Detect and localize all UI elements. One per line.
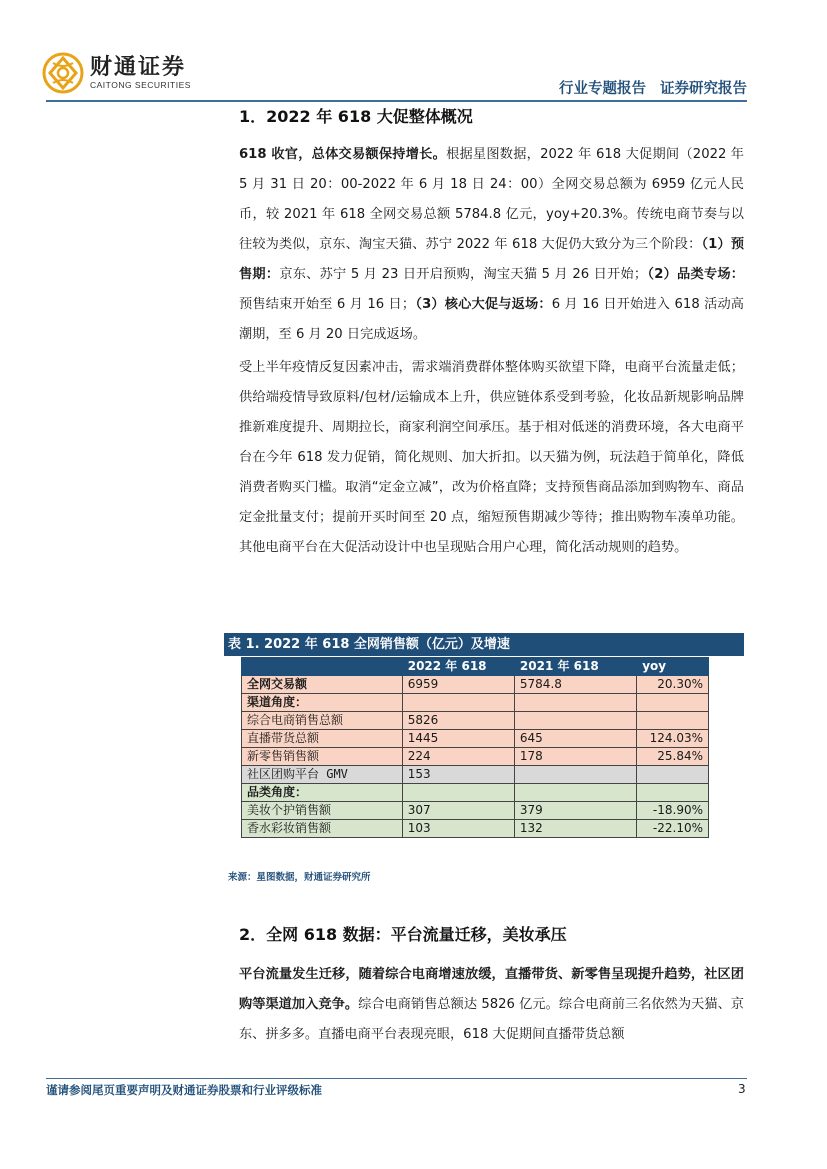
cell-2021: 132 — [514, 820, 636, 838]
table-row — [242, 676, 709, 694]
cell-yoy: 124.03% — [637, 730, 709, 748]
cell-yoy: 25.84% — [637, 748, 709, 766]
cell-2022 — [402, 694, 514, 712]
cell-2022: 307 — [402, 802, 514, 820]
research-report-tag: 证券研究报告 — [660, 81, 747, 97]
header-cell-empty — [242, 658, 403, 676]
p1-core-label: （3）核心大促与返场： — [415, 297, 552, 312]
row-label: 美妆个护销售额 — [242, 802, 403, 820]
row-label: 全网交易额 — [242, 676, 403, 694]
report-type-tags — [559, 77, 747, 98]
header-cell-yoy: yoy — [637, 658, 709, 676]
table-row — [242, 766, 709, 784]
cell-2022: 5826 — [402, 712, 514, 730]
cell-2021: 645 — [514, 730, 636, 748]
table-source: 来源：星图数据，财通证券研究所 — [228, 872, 371, 883]
cell-2021 — [514, 766, 636, 784]
row-label: 综合电商销售总额 — [242, 712, 403, 730]
row-label: 品类角度： — [242, 784, 403, 802]
sales-table — [241, 657, 709, 838]
row-label: 直播带货总额 — [242, 730, 403, 748]
caitong-logo-icon — [42, 52, 84, 94]
table-row — [242, 712, 709, 730]
cell-2021 — [514, 694, 636, 712]
table-row — [242, 820, 709, 838]
table-row — [242, 802, 709, 820]
s2-text: 综合电商销售总额达 5826 亿元。综合电商前三名依然为天猫、京东、拼多多。直播电商平台表现亮眼，618 大促期间直播带货总额 — [239, 997, 744, 1042]
section1-paragraph1 — [239, 140, 744, 350]
cell-2021: 178 — [514, 748, 636, 766]
cell-2022: 1445 — [402, 730, 514, 748]
cell-2021 — [514, 712, 636, 730]
cell-yoy: -18.90% — [637, 802, 709, 820]
p1-text-c: 预售结束开始至 6 月 16 日； — [239, 297, 416, 312]
row-label: 渠道角度： — [242, 694, 403, 712]
cell-yoy: -22.10% — [637, 820, 709, 838]
header-cell-2022: 2022 年 618 — [402, 658, 514, 676]
p1-text-b: 京东、苏宁 5 月 23 日开启预购，淘宝天猫 5 月 26 日开始； — [279, 267, 648, 282]
table-row — [242, 730, 709, 748]
header-cell-2021: 2021 年 618 — [514, 658, 636, 676]
cell-2021 — [514, 784, 636, 802]
cell-2022: 6959 — [402, 676, 514, 694]
cell-2021: 5784.8 — [514, 676, 636, 694]
header-divider — [46, 100, 747, 102]
cell-yoy — [637, 694, 709, 712]
logo-chinese-name: 财通证券 — [90, 55, 187, 80]
p1-category-label: （2）品类专场： — [647, 267, 744, 282]
p1-presale-label: （1）预售期： — [239, 237, 745, 282]
cell-yoy — [637, 766, 709, 784]
row-label: 社区团购平台 GMV — [242, 766, 403, 784]
cell-yoy — [637, 712, 709, 730]
p1-lead-bold: 618 收官，总体交易额保持增长。 — [239, 147, 447, 162]
cell-2021: 379 — [514, 802, 636, 820]
footer-divider — [46, 1078, 747, 1079]
cell-2022 — [402, 784, 514, 802]
row-label: 香水彩妆销售额 — [242, 820, 403, 838]
s2-lead-bold: 平台流量发生迁移，随着综合电商增速放缓，直播带货、新零售呈现提升趋势，社区团购等渠道加入竞争。 — [239, 967, 744, 1012]
cell-2022: 224 — [402, 748, 514, 766]
cell-2022: 153 — [402, 766, 514, 784]
cell-2022: 103 — [402, 820, 514, 838]
industry-report-tag: 行业专题报告 — [559, 81, 646, 97]
p1-text-d: 6 月 16 日开始进入 618 活动高潮期，至 6 月 20 日完成返场。 — [239, 297, 744, 342]
section1-paragraph2: 受上半年疫情反复因素冲击，需求端消费群体整体购买欲望下降，电商平台流量走低；供给端疫情导致原料/包材/运输成本上升，供应链体系受到考验，化妆品新规影响品牌推新难度提升、周期拉长，商家利润空间承压。基于相对低迷的消费环境，各大电商平台在今年 618 发力促销，简化规则、加大折扣。以天猫为例，玩法趋于简单化，降低消费者购买门槛。取消“定金立减”，改为价格直降；支持预售商品添加到购物车、商品定金批量支付；提前开买时间至 20 点，缩短预售期减少等待；推出购物车凑单功能。其他电商平台在大促活动设计中也呈现贴合用户心理，简化活动规则的趋势。 — [239, 360, 744, 555]
cell-yoy: 20.30% — [637, 676, 709, 694]
footer-disclaimer: 谨请参阅尾页重要声明及财通证券股票和行业评级标准 — [46, 1083, 322, 1097]
table-row — [242, 748, 709, 766]
row-label: 新零售销售额 — [242, 748, 403, 766]
table-header-row — [242, 658, 709, 676]
page-number: 3 — [738, 1082, 746, 1096]
logo-english-name: CAITONG SECURITIES — [90, 80, 191, 90]
table-title: 表 1. 2022 年 618 全网销售额（亿元）及增速 — [224, 633, 744, 656]
section1-heading: 1．2022 年 618 大促整体概况 — [239, 107, 473, 126]
table-row — [242, 694, 709, 712]
cell-yoy — [637, 784, 709, 802]
section2-paragraph — [239, 960, 744, 1050]
section2-heading: 2．全网 618 数据：平台流量迁移，美妆承压 — [239, 925, 567, 944]
company-logo — [42, 52, 191, 94]
p1-text-a: 根据星图数据，2022 年 618 大促期间（2022 年 5 月 31 日 20：00-2022 年 6 月 18 日 24：00）全网交易总额为 6959 亿元人民币，较 2021 年 618 全网交易总额 5784.8 亿元，yoy+20.3%。传统电商节奏与以往较为类似，京东、淘宝天猫、苏宁 2022 年 618 大促仍大致分为三个阶段： — [239, 147, 744, 252]
table-row — [242, 784, 709, 802]
